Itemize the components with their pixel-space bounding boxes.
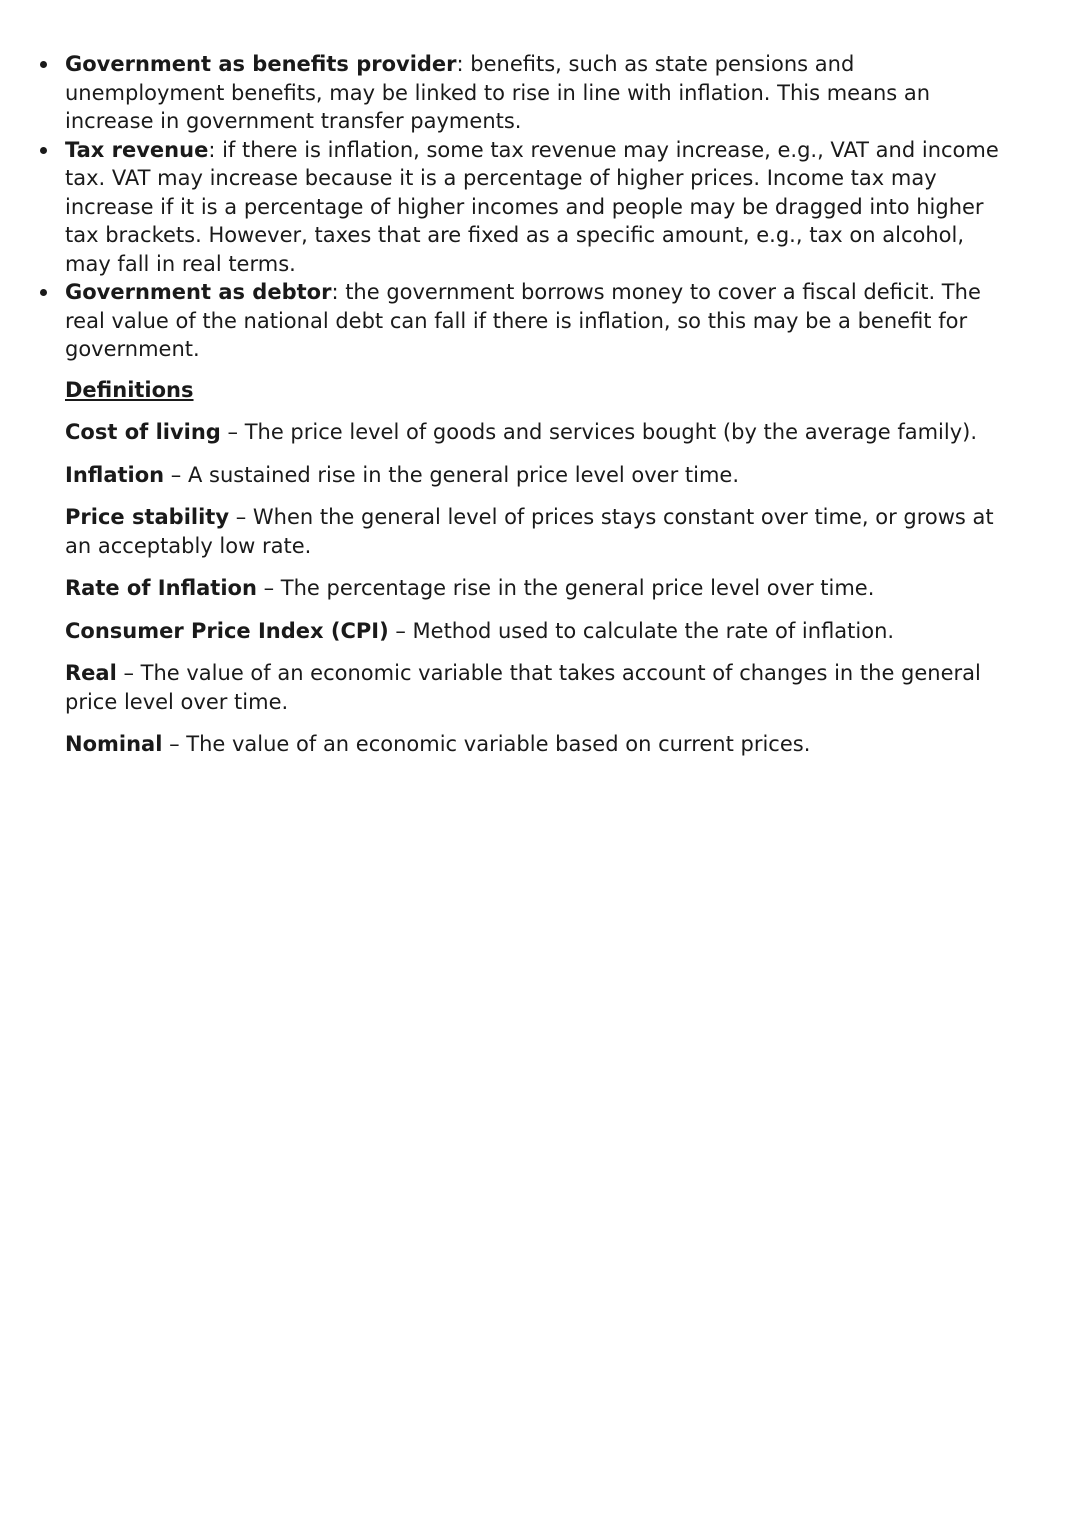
bullet-item [38,136,1008,279]
bullet-dot-icon [40,289,47,296]
definition-text: – Method used to calculate the rate of inflation. [388,618,895,643]
definitions-section [65,375,1025,773]
definition-term: Price stability [65,505,230,529]
bullet-term: Government as debtor [65,280,332,304]
bullet-dot-icon [40,147,47,154]
definition-text: – The value of an economic variable that takes account of changes in the general price level over time. [65,661,981,714]
definition-text: – The price level of goods and services bought (by the average family). [220,420,978,444]
definition-item [65,659,1025,716]
definition-text: – The percentage rise in the general price level over time. [256,576,875,600]
definition-item [65,503,1025,560]
bullet-item [38,50,1008,136]
definition-item [65,461,1025,490]
definition-term: Cost of living [65,420,221,444]
definition-item [65,418,1025,447]
bullet-term: Tax revenue [65,137,209,162]
definitions-heading: Definitions [65,378,194,402]
bullet-text: : benefits, such as state pensions and unemployment benefits, may be linked to rise in line with inflation. This means an increase in government transfer payments. [65,52,931,133]
definition-text: – The value of an economic variable based on current prices. [162,732,811,756]
definition-item [65,730,1025,759]
definition-item [65,617,1025,646]
definition-term: Nominal [65,732,163,756]
definition-term: Real [65,661,117,685]
definition-item [65,574,1025,603]
definition-text: – A sustained rise in the general price level over time. [164,462,740,487]
definition-term: Consumer Price Index (CPI) [65,618,389,643]
definition-term: Rate of Inflation [65,576,257,600]
bullet-text: : if there is inflation, some tax revenue may increase, e.g., VAT and income tax. VAT may increase because it is a percentage of higher prices. Income tax may increase if it is a percentage of higher incomes and people may be dragged into higher tax brackets. However, taxes that are fixed as a specific amount, e.g., tax on alcohol, may fall in real terms. [65,137,999,276]
bullet-dot-icon [40,61,47,68]
definition-text: – When the general level of prices stays constant over time, or grows at an acceptably low rate. [65,505,994,558]
bullet-list [38,50,1008,364]
bullet-term: Government as benefits provider [65,52,457,76]
definition-term: Inflation [65,462,165,487]
bullet-item [38,278,1008,364]
bullet-text: : the government borrows money to cover a fiscal deficit. The real value of the national debt can fall if there is inflation, so this may be a benefit for government. [65,280,981,361]
